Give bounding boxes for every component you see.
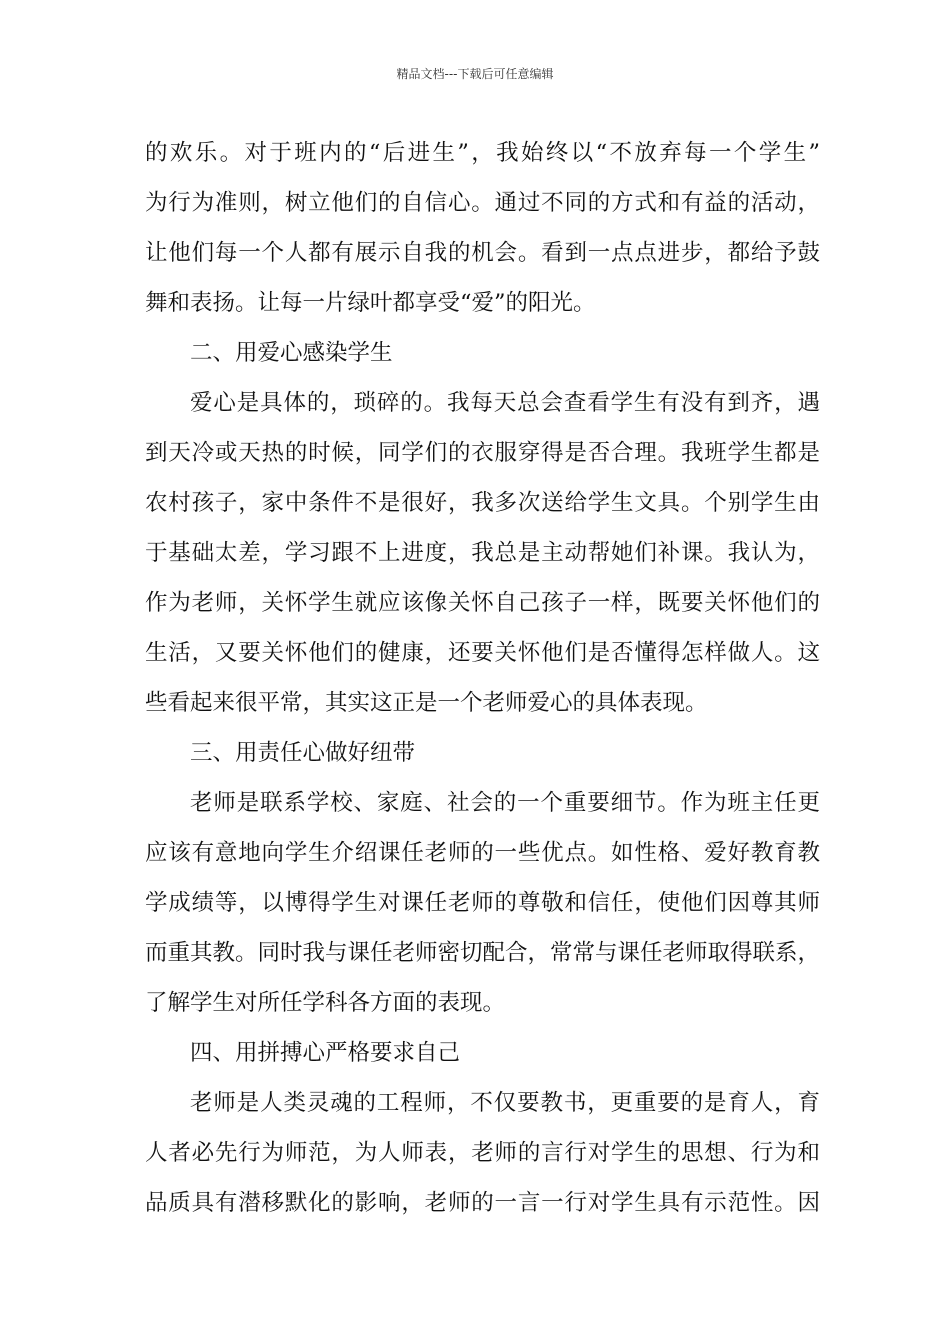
paragraph-line: 些看起来很平常，其实这正是一个老师爱心的具体表现。 [145,690,708,716]
section-heading: 二、用爱心感染学生 [190,340,393,366]
paragraph-line: 让他们每一个人都有展示自我的机会。看到一点点进步，都给予鼓 [145,240,820,266]
document-body [145,128,820,1228]
paragraph-line: 农村孩子，家中条件不是很好，我多次送给学生文具。个别学生由 [145,490,820,516]
page-header: 精品文档---下载后可任意编辑 [396,67,554,81]
paragraph-line: 舞和表扬。让每一片绿叶都享受“爱”的阳光。 [145,290,596,316]
paragraph-line: 学成绩等，以博得学生对课任老师的尊敬和信任，使他们因尊其师 [145,890,820,916]
paragraph-line: 应该有意地向学生介绍课任老师的一些优点。如性格、爱好教育教 [145,840,820,866]
section-heading: 三、用责任心做好纽带 [190,740,416,766]
paragraph-line: 品质具有潜移默化的影响，老师的一言一行对学生具有示范性。因 [145,1190,820,1216]
paragraph-line: 人者必先行为师范，为人师表，老师的言行对学生的思想、行为和 [145,1140,820,1166]
section-heading: 四、用拼搏心严格要求自己 [190,1040,461,1066]
paragraph-line: 爱心是具体的，琐碎的。我每天总会查看学生有没有到齐，遇 [190,390,820,416]
paragraph-line: 老师是联系学校、家庭、社会的一个重要细节。作为班主任更 [190,790,820,816]
paragraph-line: 生活，又要关怀他们的健康，还要关怀他们是否懂得怎样做人。这 [145,640,820,666]
paragraph-line: 为行为准则，树立他们的自信心。通过不同的方式和有益的活动， [145,190,820,216]
paragraph-line: 而重其教。同时我与课任老师密切配合，常常与课任老师取得联系， [145,940,821,966]
paragraph-line: 了解学生对所任学科各方面的表现。 [145,990,506,1016]
paragraph-line: 作为老师，关怀学生就应该像关怀自己孩子一样，既要关怀他们的 [145,590,820,616]
paragraph-line: 老师是人类灵魂的工程师，不仅要教书，更重要的是育人，育 [190,1090,820,1116]
paragraph-line: 的欢乐。对于班内的“后进生”，我始终以“不放弃每一个学生” [145,140,820,166]
paragraph-line: 到天冷或天热的时候，同学们的衣服穿得是否合理。我班学生都是 [145,440,820,466]
paragraph-line: 于基础太差，学习跟不上进度，我总是主动帮她们补课。我认为， [145,540,820,566]
